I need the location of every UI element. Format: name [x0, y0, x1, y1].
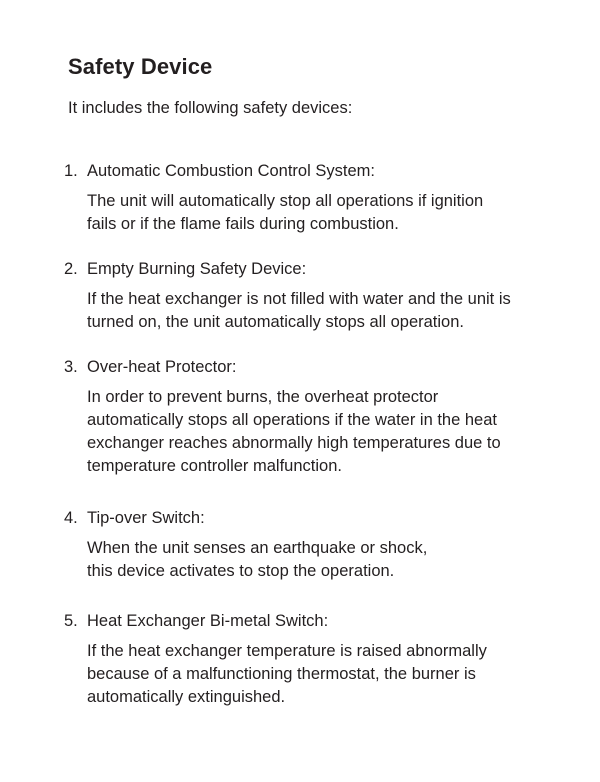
item-description: When the unit senses an earthquake or shock, this device activates to stop the operation. [87, 539, 428, 580]
item-heading: Over-heat Protector: [87, 358, 237, 376]
item-number: 4. [64, 509, 78, 527]
list-item-heat-exchanger-bimetal-switch [64, 611, 564, 709]
item-number: 3. [64, 358, 78, 376]
page-title: Safety Device [68, 54, 213, 79]
item-description: In order to prevent burns, the overheat protector automatically stops all operations if the water in the heat exchanger reaches abnormally high temperatures due to temperature controller malfunction. [87, 388, 501, 475]
list-item-empty-burning-safety [64, 259, 564, 334]
list-item-tip-over-switch [64, 508, 564, 583]
item-heading: Tip-over Switch: [87, 509, 205, 527]
list-item-over-heat-protector [64, 357, 564, 478]
item-description: The unit will automatically stop all operations if ignition fails or if the flame fails during combustion. [87, 192, 484, 233]
intro-text: It includes the following safety devices: [68, 99, 353, 117]
item-number: 1. [64, 162, 78, 180]
item-description: If the heat exchanger is not filled with water and the unit is turned on, the unit automatically stops all operation. [87, 290, 511, 331]
list-item-automatic-combustion-control [64, 161, 564, 236]
item-heading: Automatic Combustion Control System: [87, 162, 375, 180]
item-number: 5. [64, 612, 78, 630]
item-heading: Empty Burning Safety Device: [87, 260, 307, 278]
item-description: If the heat exchanger temperature is raised abnormally because of a malfunctioning thermostat, the burner is automatically extinguished. [87, 642, 487, 706]
item-number: 2. [64, 260, 78, 278]
item-heading: Heat Exchanger Bi-metal Switch: [87, 612, 329, 630]
